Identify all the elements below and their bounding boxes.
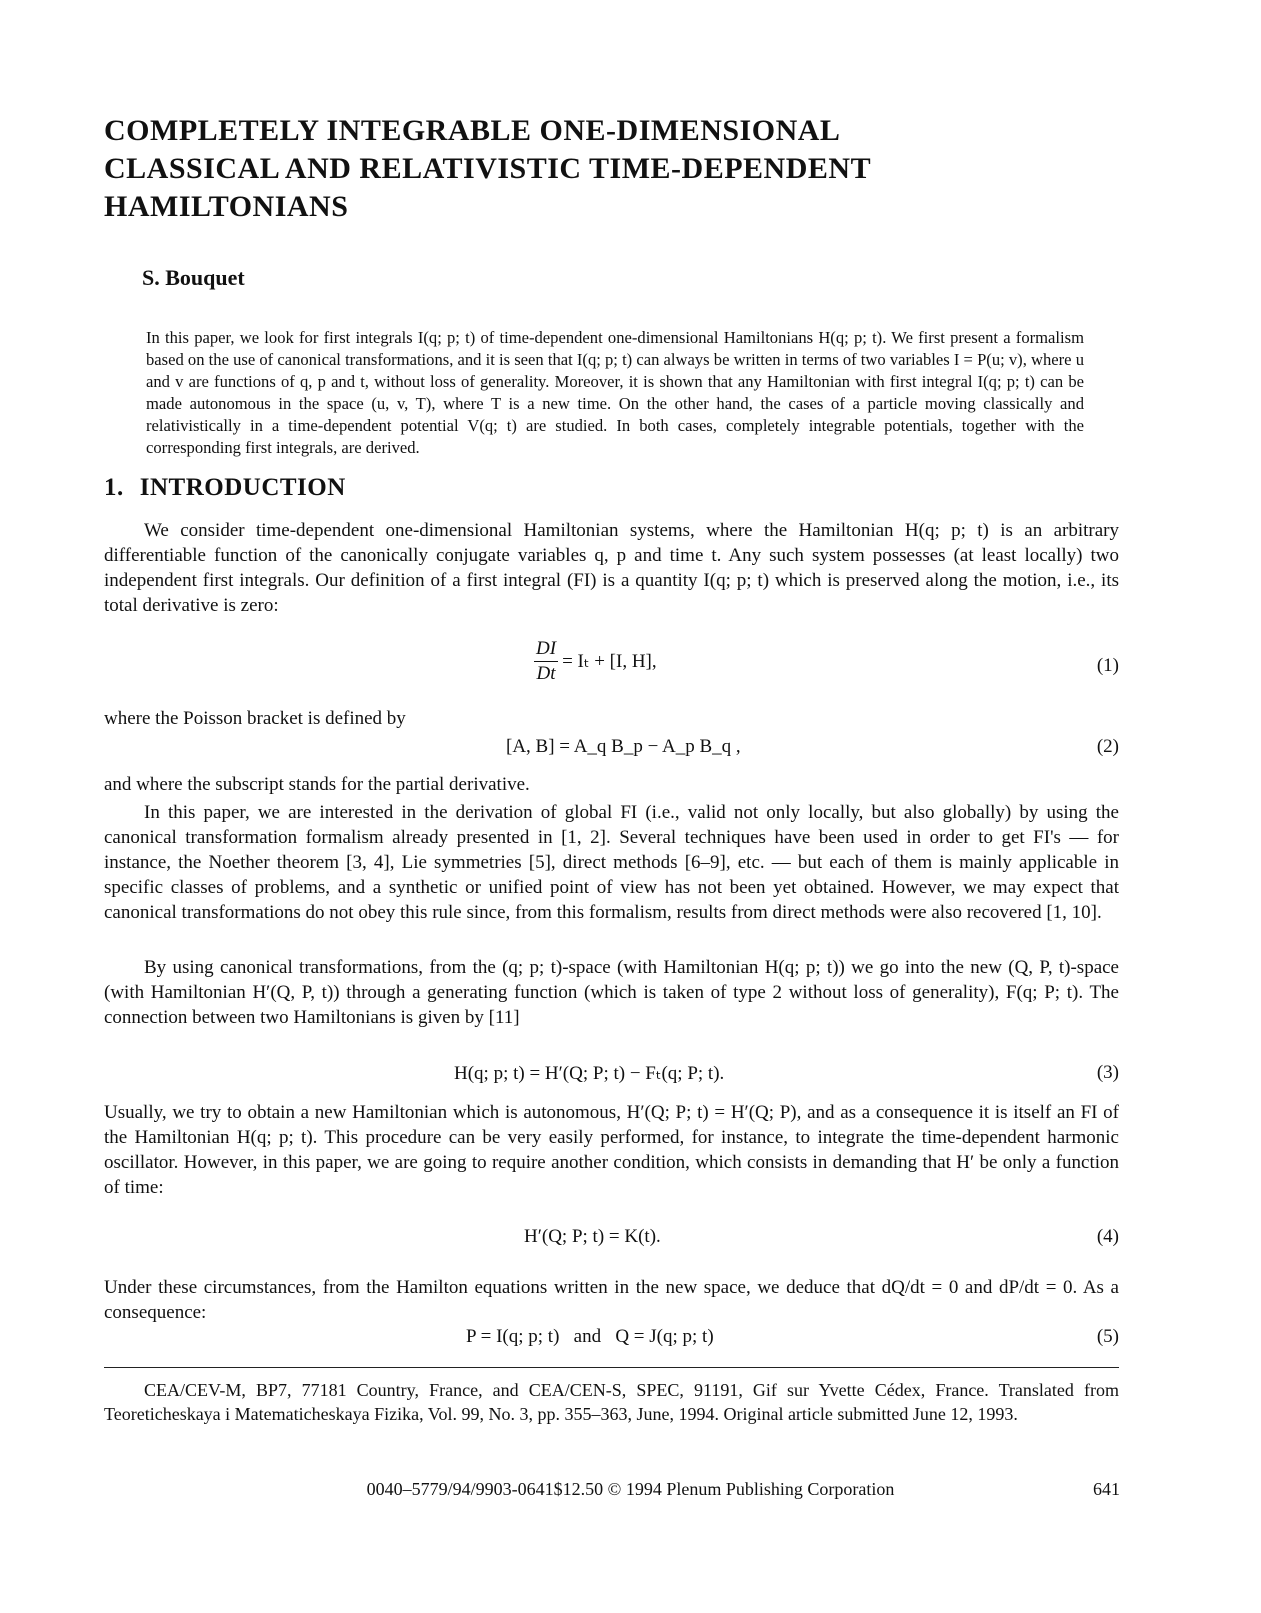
page-number: 641	[1093, 1479, 1120, 1499]
equation-1	[104, 637, 1119, 684]
section-number: 1.	[104, 474, 124, 501]
paragraph: Usually, we try to obtain a new Hamiltonian which is autonomous, H′(Q; P; t) = H′(Q; P), and as a consequence it is itself an FI of the Hamiltonian H(q; p; t). This procedure can be very easily performed, for instance, to integrate the time-dependent harmonic oscillator. However, in this paper, we are going to require another condition, which consists in demanding that H′ be only a function of time:	[104, 1102, 1119, 1198]
paragraph: and where the subscript stands for the partial derivative.	[104, 774, 530, 795]
equation-4	[104, 1226, 1119, 1266]
paragraph: Under these circumstances, from the Hamilton equations written in the new space, we deduce that dQ/dt = 0 and dP/dt = 0. As a consequence:	[104, 1277, 1119, 1323]
equation-number: (3)	[1096, 1062, 1119, 1083]
abstract: In this paper, we look for first integrals I(q; p; t) of time-dependent one-dimensional Hamiltonians H(q; p; t). We first present a formalism based on the use of canonical transformations, and it is seen that I(q; p; t) can always be written in terms of two variables I = P(u; v), where u and v are functions of q, p and t, without loss of generality. Moreover, it is shown that any Hamiltonian with first integral I(q; p; t) can be made autonomous in the space (u, v, T), where T is a new time. On the other hand, the cases of a particle moving classically and relativistically in a time-dependent potential V(q; t) are studied. In both cases, completely integrable potentials, together with the corresponding first integrals, are derived.	[146, 328, 1084, 457]
author-name: S. Bouquet	[142, 265, 245, 290]
title-line: HAMILTONIANS	[104, 190, 349, 223]
equation-body: H′(Q; P; t) = K(t).	[524, 1226, 661, 1247]
equation-body: [A, B] = A_q B_p − A_p B_q ,	[506, 736, 741, 757]
equation-body: H(q; p; t) = H′(Q; P; t) − Fₜ(q; P; t).	[454, 1063, 725, 1084]
paper-title	[104, 112, 1114, 226]
equation-2	[104, 736, 1119, 776]
paragraph: In this paper, we are interested in the derivation of global FI (i.e., valid not only locally, but also globally) by using the canonical transformation formalism already presented in [1, 2]. Several techniques have been used in order to get FI's — for instance, the Noether theorem [3, 4], Lie symmetries [5], direct methods [6–9], etc. — but each of them is mainly applicable in specific classes of problems, and a synthetic or unified point of view has not been yet obtained. However, we may expect that canonical transformations do not obey this rule since, from this formalism, results from direct methods were also recovered [1, 10].	[104, 802, 1119, 923]
copyright-line: 0040–5779/94/9903-0641$12.50 © 1994 Plenum Publishing Corporation	[366, 1479, 895, 1499]
fraction-denominator: Dt	[536, 663, 556, 684]
fraction	[534, 637, 558, 686]
section-heading	[104, 474, 346, 502]
equation-number: (4)	[1096, 1226, 1119, 1247]
fraction-numerator: DI	[534, 637, 558, 662]
section-title: INTRODUCTION	[139, 474, 346, 501]
title-line: COMPLETELY INTEGRABLE ONE-DIMENSIONAL	[104, 114, 841, 147]
equation-number: (1)	[1096, 655, 1119, 676]
equation-rhs: = Iₜ + [I, H],	[562, 651, 657, 672]
paragraph: We consider time-dependent one-dimensional Hamiltonian systems, where the Hamiltonian H(q; p; t) is an arbitrary differentiable function of the canonically conjugate variables q, p and time t. Any such system possesses (at least locally) two independent first integrals. Our definition of a first integral (FI) is a quantity I(q; p; t) which is preserved along the motion, i.e., its total derivative is zero:	[104, 520, 1119, 616]
equation-5	[104, 1326, 1119, 1366]
paragraph: By using canonical transformations, from the (q; p; t)-space (with Hamiltonian H(q; p; t)) we go into the new (Q, P, t)-space (with Hamiltonian H′(Q, P, t)) through a generating function (which is taken of type 2 without loss of generality), F(q; P; t). The connection between two Hamiltonians is given by [11]	[104, 957, 1119, 1028]
title-line: CLASSICAL AND RELATIVISTIC TIME-DEPENDENT	[104, 152, 872, 185]
equation-body: P = I(q; p; t) and Q = J(q; p; t)	[466, 1326, 714, 1347]
footnote: CEA/CEV-M, BP7, 77181 Country, France, and CEA/CEN-S, SPEC, 91191, Gif sur Yvette Cédex, France. Translated from Teoreticheskaya i Matematicheskaya Fizika, Vol. 99, No. 3, pp. 355–363, June, 1994. Original article submitted June 12, 1993.	[104, 1380, 1119, 1424]
footnote-divider	[104, 1367, 1119, 1368]
paragraph: where the Poisson bracket is defined by	[104, 708, 406, 729]
equation-number: (5)	[1096, 1326, 1119, 1347]
equation-3	[104, 1062, 1119, 1102]
equation-number: (2)	[1096, 736, 1119, 757]
